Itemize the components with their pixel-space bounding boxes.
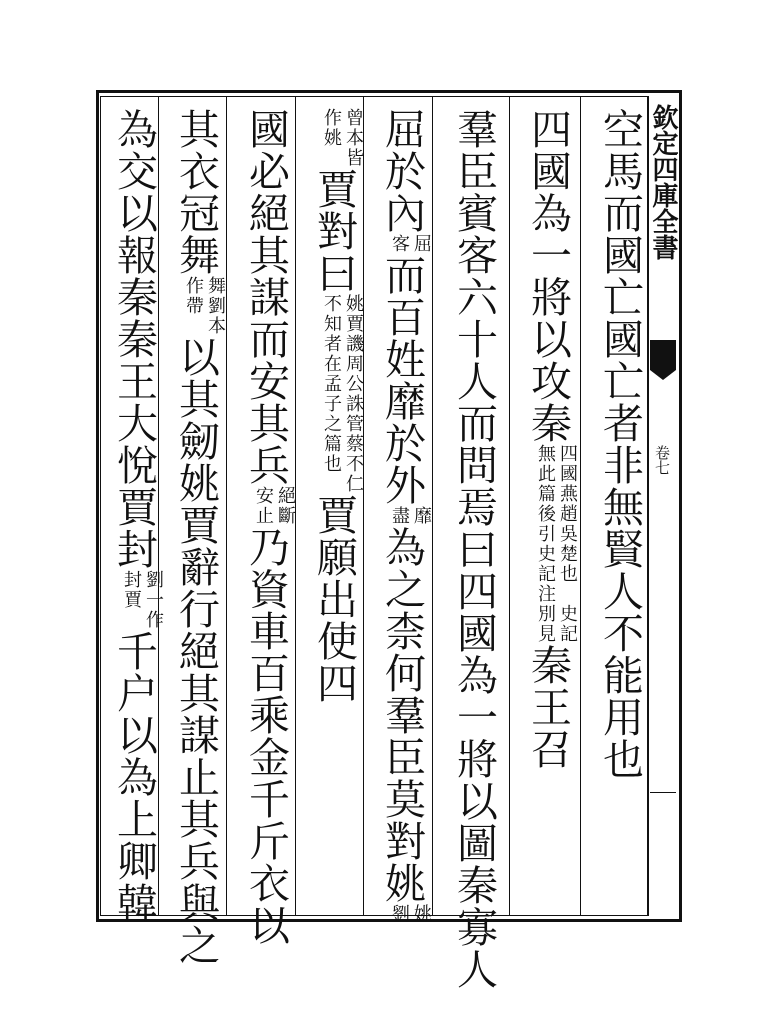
text-column — [372, 108, 432, 924]
main-text: 國必絕其謀而安其兵 — [242, 108, 290, 486]
commentary-note — [534, 444, 578, 644]
commentary-line: 靡 — [411, 506, 432, 526]
commentary-line: 不知者在孟子之篇也 — [321, 294, 342, 474]
commentary-line: 姚 — [411, 904, 432, 924]
commentary-line: 作姚 — [321, 108, 342, 148]
commentary-line: 安止 — [253, 486, 274, 526]
commentary-line: 劉 — [389, 904, 410, 924]
main-text: 乃資車百乘金千斤衣以 — [242, 526, 290, 946]
main-text: 四國為一將以攻秦 — [524, 108, 572, 444]
column-rule — [432, 96, 433, 916]
commentary-note — [120, 570, 164, 630]
main-text: 羣臣賓客六十人而問焉曰四國為一將以圖秦寡人 — [450, 108, 498, 990]
main-text: 屈於內 — [378, 108, 426, 234]
main-text: 其衣冠舞 — [172, 108, 220, 276]
main-text: 以其劒姚賈辭行絕其謀止其兵與之 — [172, 336, 220, 966]
column-rule — [226, 96, 227, 916]
commentary-note — [388, 904, 432, 924]
commentary-note — [320, 108, 364, 168]
text-column — [518, 108, 578, 908]
volume-number: 卷七 — [653, 445, 671, 475]
text-column — [304, 108, 364, 908]
commentary-note — [252, 486, 296, 526]
commentary-line: 屈 — [411, 234, 432, 254]
commentary-line: 盡 — [389, 506, 410, 526]
main-text: 賈願出使四 — [310, 494, 358, 704]
commentary-note — [182, 276, 226, 336]
commentary-note — [320, 294, 364, 494]
commentary-line: 曾本皆 — [343, 108, 364, 168]
main-text: 賈對曰 — [310, 168, 358, 294]
commentary-line: 作帶 — [183, 276, 204, 316]
column-rule — [580, 96, 581, 916]
text-column — [166, 108, 226, 966]
commentary-line: 舞劉本 — [205, 276, 226, 336]
commentary-line: 姚賈譏周公誅管蔡不仁 — [343, 294, 364, 494]
text-column — [590, 108, 650, 908]
main-text: 為之柰何羣臣莫對姚 — [378, 526, 426, 904]
text-column — [236, 108, 296, 946]
commentary-note — [388, 506, 432, 526]
commentary-line: 劉一作 — [143, 570, 164, 630]
text-column — [444, 108, 504, 990]
main-text: 秦王召 — [524, 644, 572, 770]
commentary-line: 四國燕趙吳楚也 史記 — [557, 444, 578, 644]
text-column — [104, 108, 164, 924]
commentary-line: 客 — [389, 234, 410, 254]
commentary-line: 無此篇後引史記注別見 — [535, 444, 556, 644]
commentary-note — [388, 234, 432, 254]
main-text: 千户以為上卿韓 — [110, 630, 158, 924]
column-rule — [509, 96, 510, 916]
book-title: 欽定四庫全書 — [648, 104, 678, 260]
commentary-line: 封賈 — [121, 570, 142, 610]
main-text: 為交以報秦秦王大悅賈封 — [110, 108, 158, 570]
center-fold-rule — [650, 792, 676, 793]
fishtail-mark — [650, 340, 676, 370]
main-text: 空馬而國亡國亡者非無賢人不能用也 — [596, 108, 644, 780]
main-text: 而百姓靡於外 — [378, 254, 426, 506]
commentary-line: 絕斷 — [275, 486, 296, 526]
